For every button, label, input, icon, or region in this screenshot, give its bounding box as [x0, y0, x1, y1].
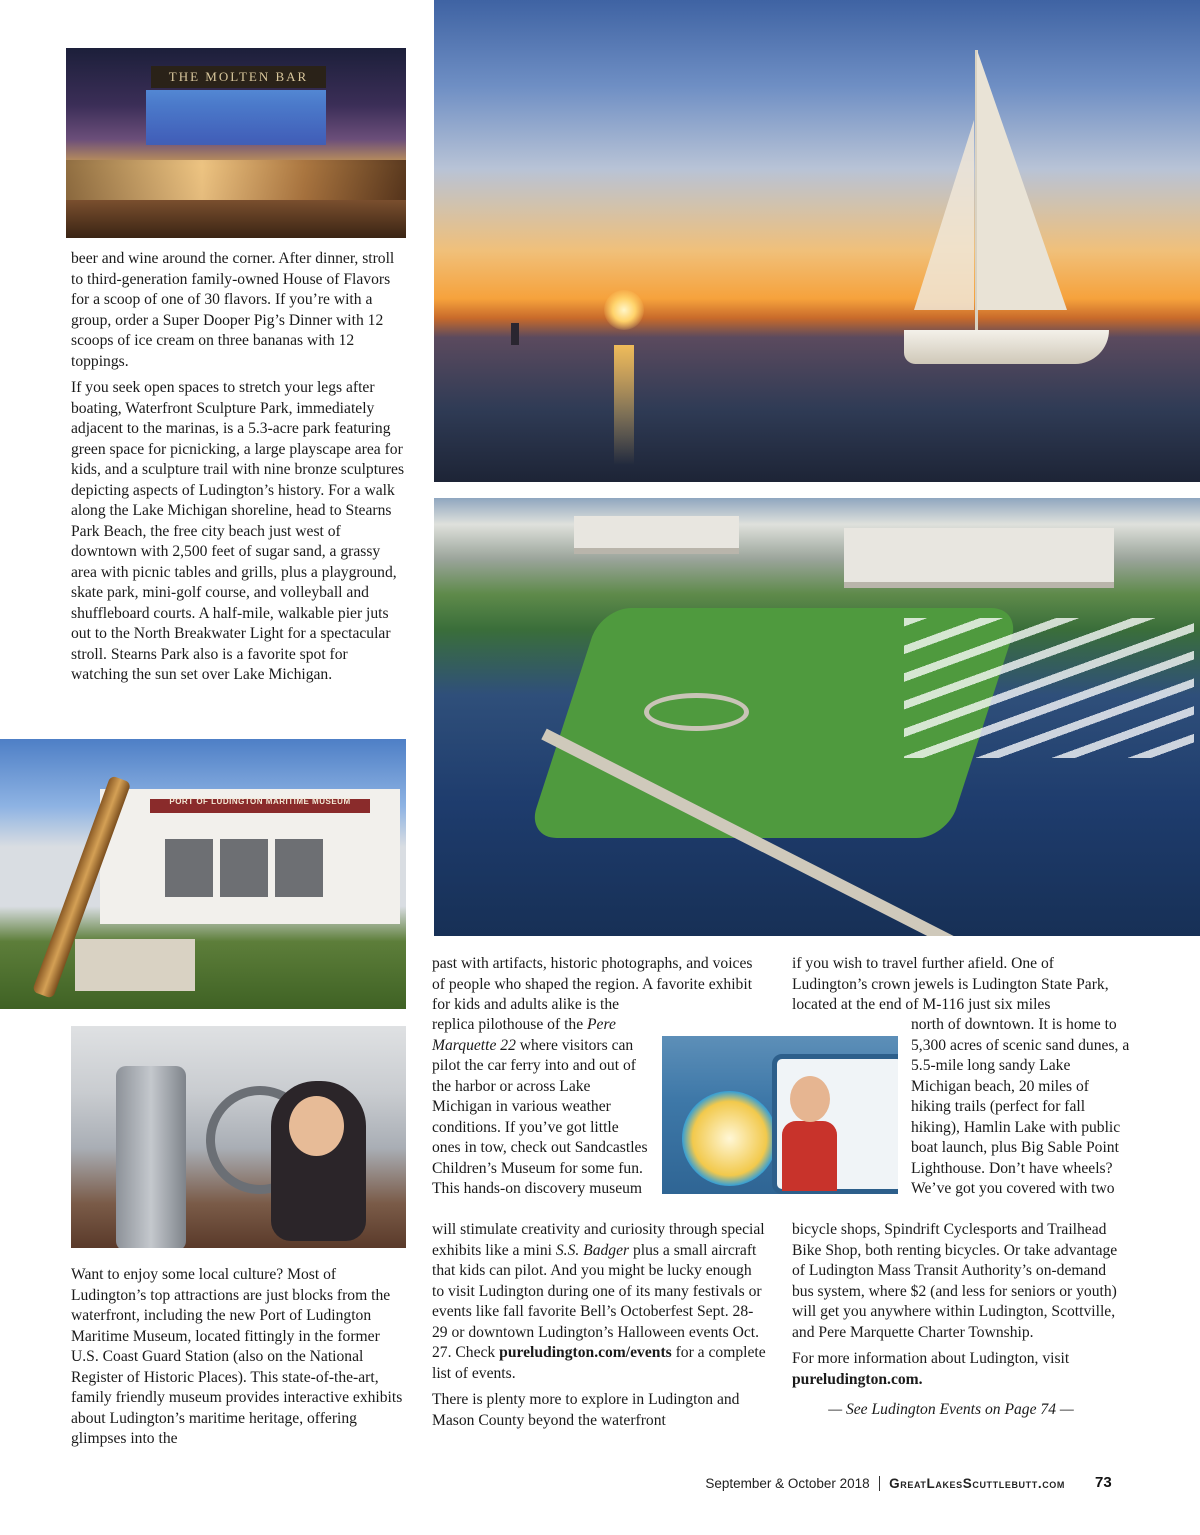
- magazine-site: GreatLakesScuttlebutt.com: [889, 1476, 1065, 1491]
- see-also-note: — See Ludington Events on Page 74 —: [828, 1401, 1074, 1418]
- bar-window-light: [146, 90, 326, 145]
- sailboat-hull: [904, 330, 1109, 364]
- footer-divider: [879, 1476, 881, 1491]
- sun: [604, 290, 644, 330]
- paragraph-museum-exhibits: past with artifacts, historic photographs, and voices of people who shaped the region. A favorite exhibit for kids and adults alike is the: [432, 955, 753, 1013]
- pere-marquette-title: Pere Marquette 22: [432, 1016, 616, 1054]
- paragraph-explore-more: There is plenty more to explore in Ludington and Mason County beyond the waterfront: [432, 1391, 740, 1429]
- pilothouse-text-b: where visitors can pilot the car ferry into and out of the harbor or across Lake Michigan in various weather conditions. If you’ve got little ones in tow, check out Sandcastles Children’s Museum for some fun. This hands-on discovery museum: [432, 1036, 648, 1197]
- paragraph-house-of-flavors: beer and wine around the corner. After dinner, stroll to third-generation family-owned House of Flavors for a scoop of one of 30 flavors. If you’re with a group, order a Super Dooper Pig’s Dinner with 12 scoops of ice cream on three bananas with 12 toppings.: [71, 250, 395, 370]
- marina-boats: [904, 618, 1194, 758]
- museum-sign: PORT OF LUDINGTON MARITIME MUSEUM: [169, 797, 351, 806]
- paragraph-local-culture: Want to enjoy some local culture? Most of Ludington’s top attractions are just blocks from the waterfront, including the new Port of Ludington Maritime Museum, located fittingly in the former U.S. Coast Guard Station (also on the National Register of Historic Places). This state-of-the-art, family friendly museum provides interactive exhibits about Ludington’s maritime heritage, offering glimpses into the: [71, 1266, 403, 1447]
- jib-sail: [914, 120, 974, 310]
- condo-building: [574, 516, 739, 554]
- sandcastles-text-a: will stimulate creativity and curiosity through special exhibits like a mini: [432, 1221, 765, 1259]
- page-footer: [705, 1476, 1065, 1491]
- pilothouse-exhibit-photo: [71, 1026, 406, 1248]
- middle-column-top: [432, 954, 767, 1016]
- sunset-sailboat-photo: [434, 0, 1200, 482]
- ss-badger-title: S.S. Badger: [555, 1241, 630, 1259]
- maritime-museum-photo: [0, 739, 406, 1009]
- paragraph-state-park-intro: if you wish to travel further afield. One of Ludington’s crown jewels is Ludington State Park, located at the end of M-116 just six miles: [792, 955, 1109, 1013]
- paragraph-state-park: north of downtown. It is home to 5,300 acres of scenic sand dunes, a 5.5-mile long sandy Lake Michigan beach, 20 miles of hiking trails (perfect for fall hiking), Hamlin Lake with public boat launch, plus Big Sable Point Lighthouse. Don’t have wheels? We’ve got you covered with two: [911, 1016, 1130, 1197]
- right-column-bottom: [792, 1220, 1130, 1427]
- sandcastles-museum-photo: [662, 1036, 898, 1194]
- pilothouse-text-a: replica pilothouse of the: [432, 1016, 588, 1033]
- paragraph-more-info: [792, 1349, 1130, 1390]
- garage-door: [220, 839, 268, 897]
- anchor-plinth: [75, 939, 195, 991]
- middle-column-narrow: [432, 1015, 650, 1200]
- garage-door: [275, 839, 323, 897]
- circular-walkway: [644, 693, 749, 731]
- garage-door: [165, 839, 213, 897]
- left-column-upper: [71, 249, 407, 692]
- paragraph-bike-shops: bicycle shops, Spindrift Cyclesports and Trailhead Bike Shop, both renting bicycles. Or take advantage of Ludington Mass Transit Authority’s on-demand bus system, where $2 (and less for seniors or youth) will get you anywhere within Ludington, Scottville, and Pere Marquette Charter Township.: [792, 1221, 1118, 1341]
- paragraph-sandcastles: [432, 1220, 767, 1384]
- sandcastles-text-b: plus a small aircraft that kids can pilot. And you might be lucky enough to visit Ludington during one of its many festivals or events like fall favorite Bell’s Octoberfest Sept. 28-29 or downtown Ludington’s Halloween events Oct. 27. Check: [432, 1241, 762, 1361]
- bar-counter: [66, 160, 406, 200]
- page-number: 73: [1095, 1474, 1112, 1491]
- sandcastles-logo: [682, 1091, 777, 1186]
- ship-telegraph-console: [116, 1066, 186, 1248]
- issue-date: September & October 2018: [705, 1476, 870, 1491]
- child-face: [289, 1096, 344, 1156]
- main-sail: [977, 50, 1067, 310]
- bar-interior-photo: [66, 48, 406, 238]
- sandcastles-text-c: for a complete list of events.: [432, 1344, 766, 1382]
- more-info-text: For more information about Ludington, visit: [792, 1350, 1070, 1367]
- events-link[interactable]: pureludington.com/events: [499, 1344, 672, 1361]
- right-column-top: [792, 954, 1130, 1016]
- boy-shirt: [782, 1121, 837, 1191]
- breakwater-lighthouse: [511, 323, 519, 345]
- middle-column-bottom: [432, 1220, 767, 1431]
- aerial-waterfront-park-photo: [434, 498, 1200, 936]
- boy-face: [790, 1076, 830, 1122]
- pureludington-link[interactable]: pureludington.com.: [792, 1370, 923, 1388]
- left-column-lower: [71, 1265, 407, 1450]
- hotel-building: [844, 528, 1114, 588]
- bar-sign: THE MOLTEN BAR: [151, 66, 326, 88]
- sun-reflection: [614, 345, 634, 465]
- paragraph-sculpture-park: If you seek open spaces to stretch your legs after boating, Waterfront Sculpture Park, immediately adjacent to the marinas, is a 5.3-acre park featuring green space for picnicking, a large playscape area for kids, and a sculpture trail with nine bronze sculptures depicting aspects of Ludington’s history. For a walk along the Lake Michigan shoreline, head to Stearns Park Beach, the free city beach just west of downtown with 2,500 feet of sugar sand, a grassy area with picnic tables and grills, plus a playground, skate park, mini-golf course, and volleyball and shuffleboard courts. A half-mile, walkable pier juts out to the North Breakwater Light for a spectacular stroll. Stearns Park also is a favorite spot for watching the sun set over Lake Michigan.: [71, 379, 405, 683]
- right-column-narrow: [911, 1015, 1130, 1200]
- paragraph-pilothouse: [432, 1015, 650, 1200]
